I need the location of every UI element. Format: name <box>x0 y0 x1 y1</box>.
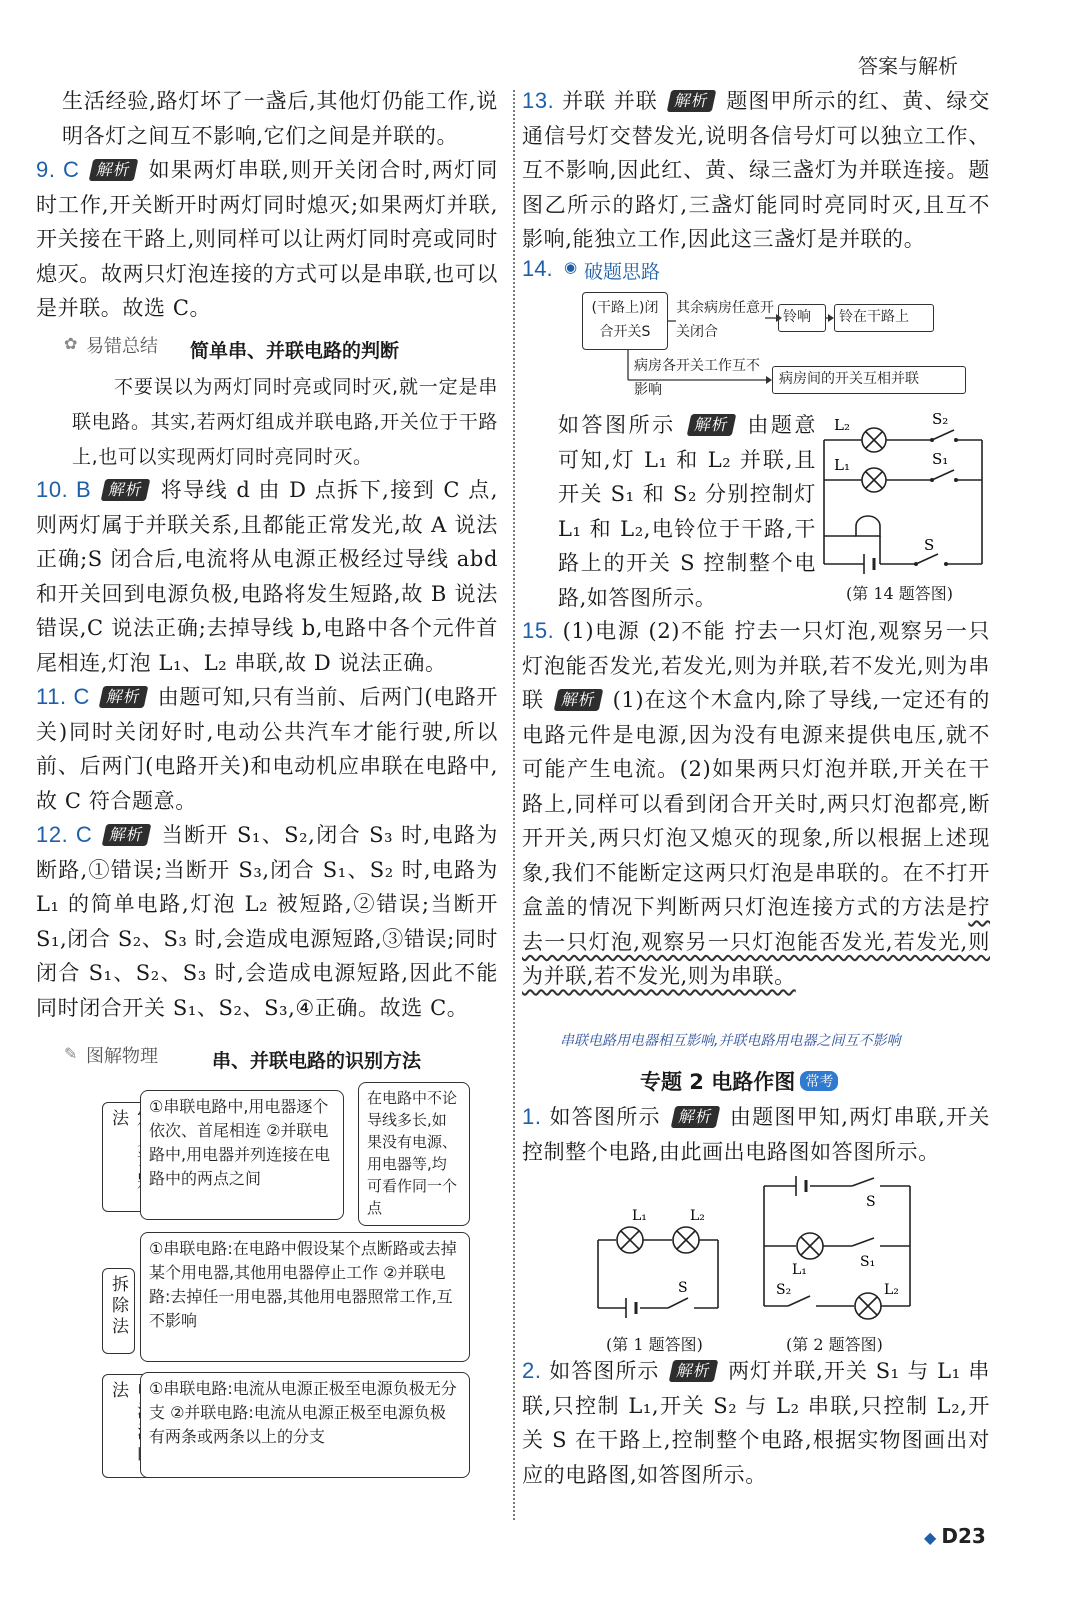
flow-a3: 铃在干路上 <box>834 304 934 332</box>
label-S: S <box>866 1194 876 1210</box>
circuit-t1 <box>590 1200 730 1326</box>
answer-text: 将导线 d 由 D 点拆下,接到 C 点,则两灯属于并联关系,且都能正常发光,故 A 说法正确;S 闭合后,电流将从电源正极经过导线 abd 和开关回到电源负极,电路将发生短路,故 B 说法错误,C 说法正确;去掉导线 b,电路中各个元件首尾相连,灯泡 L₁、L₂ 串联,故 D 说法正确。 <box>36 478 498 675</box>
label-L1: L₁ <box>792 1262 807 1278</box>
text-a: 如答图所示 <box>558 413 676 437</box>
definition-note-box: 在电路中不论导线多长,如果没有电源、用电器等,均可看作同一个点 <box>358 1082 470 1226</box>
answer-text: 题图甲所示的红、黄、绿交通信号灯交替发光,说明各信号灯可以独立工作、互不影响,因此红、黄、绿三盏灯为并联连接。题图乙所示的路灯,三盏灯能同时亮同时灭,且互不影响,能独立工作,因此这三盏灯是并联的。 <box>522 89 990 251</box>
flowchart-arrows <box>560 286 980 406</box>
lightbulb-icon: ◉ <box>564 258 578 276</box>
label-S: S <box>678 1280 688 1296</box>
flow-a2: 铃响 <box>778 304 826 332</box>
circuit-t2 <box>758 1176 918 1326</box>
removal-method-box: ①串联电路:在电路中假设某个点断路或去掉某个用电器,其他用电器停止工作 ②并联电路:去掉任一用电器,其他用电器照常工作,互不影响 <box>140 1232 470 1362</box>
question-10 <box>36 473 498 680</box>
text-a: 如答图所示 <box>549 1105 661 1129</box>
mistake-text: 不要误以为两灯同时亮或同时灭,就一定是串联电路。其实,若两灯组成并联电路,开关位于干路上,也可以实现两灯同时亮同时灭。 <box>72 376 498 468</box>
label-L2: L₂ <box>834 416 850 434</box>
question-number: 10. B <box>36 477 92 502</box>
current-method-label: 法 <box>102 1374 160 1478</box>
topic-header <box>640 1066 940 1100</box>
mistake-title: 简单串、并联电路的判断 <box>190 340 400 362</box>
text-c: 拧去一只灯泡,观察另一只灯泡能否发光,若发光,则为并联,若不发光,则为串联。 <box>522 895 990 988</box>
topic-question-2 <box>522 1354 990 1492</box>
question-14-text <box>558 408 816 615</box>
text-b: 两灯并联,开关 S₁ 与 L₁ 串联,只控制 L₁,开关 S₂ 与 L₂ 串联,只控制 L₂,开关 S 在干路上,控制整个电路,根据实物图画出对应的电路图,如答图所示。 <box>522 1359 991 1487</box>
caption-14: (第 14 题答图) <box>846 584 954 603</box>
question-12 <box>36 818 498 1025</box>
flow-a1: 其余病房任意开关闭合 <box>676 300 774 340</box>
question-number: 9. C <box>36 157 80 182</box>
question-number: 1. <box>522 1104 542 1129</box>
question-number: 13. <box>522 88 555 113</box>
question-11 <box>36 680 498 818</box>
question-15 <box>522 614 990 994</box>
question-number: 15. <box>522 618 555 643</box>
label-L1: L₁ <box>834 456 850 474</box>
diagram-header <box>64 1042 504 1072</box>
page-number-text: D23 <box>941 1524 986 1548</box>
label-L2: L₂ <box>690 1208 705 1224</box>
analysis-tag: 解析 <box>667 90 717 112</box>
sparkle-icon: ✿ <box>64 334 78 353</box>
diagram-title: 串、并联电路的识别方法 <box>212 1050 422 1072</box>
current-method-box: ①串联电路:电流从电源正极至电源负极无分支 ②并联电路:电流从电源正极至电源负极有两条或两条以上的分支 <box>140 1372 470 1478</box>
flow-start: (干路上)闭合开关S <box>582 292 668 350</box>
analysis-tag: 解析 <box>99 686 149 708</box>
answer-text: 当断开 S₁、S₂,闭合 S₃ 时,电路为断路,①错误;当断开 S₃,闭合 S₁、S₂ 时,电路为 L₁ 的简单电路,灯泡 L₂ 被短路,②错误;当断开 S₁,闭合 S₂、S₃ 时,会造成电源短路,③错误;同时闭合 S₁、S₂、S₃ 时,会造成电源短路,因此不能同时闭合开关 S₁、S₂、S₃,④正确。故选 C。 <box>36 823 498 1020</box>
page-number <box>924 1524 986 1548</box>
definition-method-label: 法 <box>102 1102 160 1212</box>
removal-method-label: 拆除法 <box>102 1268 135 1354</box>
caption-t1: (第 1 题答图) <box>606 1335 703 1354</box>
question-9 <box>36 153 498 326</box>
page-marker-icon: ◆ <box>924 1528 937 1547</box>
analysis-tag: 解析 <box>669 1360 719 1382</box>
frequent-badge: 常考 <box>800 1071 838 1091</box>
analysis-tag: 解析 <box>102 824 152 846</box>
question-number: 14. <box>522 256 553 281</box>
label-S2: S₂ <box>776 1282 792 1298</box>
question-number: 12. C <box>36 822 93 847</box>
flow-b2: 病房间的开关互相并联 <box>772 366 966 394</box>
question-number: 2. <box>522 1358 542 1383</box>
topic-question-1 <box>522 1100 990 1169</box>
text-b: (1)在这个木盒内,除了导线,一定还有的电路元件是电源,因为没有电源来提供电压,就不可能产生电流。(2)如果两只灯泡并联,开关在干路上,同样可以看到闭合开关时,两只灯泡都亮,断开开关,两只灯泡又熄灭的现象,所以根据上述现象,我们不能断定这两只灯泡是串联的。在不打开盒盖的情况下判断两只灯泡连接方式的方法是 <box>522 688 990 919</box>
label-S: S <box>924 536 935 554</box>
handwritten-note: 串联电路用电器相互影响,并联电路用电器之间互不影响 <box>560 1033 901 1049</box>
header-title: 答案与解析 <box>858 54 958 78</box>
hint-label: 破题思路 <box>584 261 661 283</box>
analysis-tag: 解析 <box>687 414 737 436</box>
intro-text: 生活经验,路灯坏了一盏后,其他灯仍能工作,说明各灯之间互不影响,它们之间是并联的。 <box>62 89 498 148</box>
diagram-label: 图解物理 <box>86 1046 158 1067</box>
text-b: 由题意可知,灯 L₁ 和 L₂ 并联,且开关 S₁ 和 S₂ 分别控制灯 L₁ 和 L₂,电铃位于干路,干路上的开关 S 控制整个电路,如答图所示。 <box>558 413 816 610</box>
analysis-tag: 解析 <box>101 479 151 501</box>
question-number: 11. C <box>36 684 90 709</box>
text-b: 由题图甲知,两灯串联,开关控制整个电路,由此画出电路图如答图所示。 <box>522 1105 990 1164</box>
analysis-tag: 解析 <box>89 159 139 181</box>
mistake-label: 易错总结 <box>86 336 158 357</box>
question-14-header <box>522 256 822 286</box>
column-divider <box>513 90 515 1520</box>
answer-text: 由题可知,只有当前、后两门(电路开关)同时关闭好时,电动公共汽车才能行驶,所以前、后两门(电路开关)和电动机应串联在电路中,故 C 符合题意。 <box>36 685 499 813</box>
label-L2: L₂ <box>884 1282 899 1298</box>
analysis-tag: 解析 <box>670 1106 720 1128</box>
mistake-summary-header <box>64 330 504 360</box>
text-a: 如答图所示 <box>549 1359 660 1383</box>
caption-t2: (第 2 题答图) <box>786 1335 883 1354</box>
question-13 <box>522 84 990 257</box>
pen-icon: ✎ <box>64 1044 78 1063</box>
label-L1: L₁ <box>632 1208 647 1224</box>
text-a: (1)电源 (2)不能 拧去一只灯泡,观察另一只灯泡能否发光,若发光,则为并联,若不发光,则为串联 <box>522 619 990 712</box>
definition-method-box: ①串联电路中,用电器逐个依次、首尾相连 ②并联电路中,用电器并列连接在电路中的两点之间 <box>140 1090 344 1220</box>
answer-text: 如果两灯串联,则开关闭合时,两灯同时工作,开关断开时两灯同时熄灭;如果两灯并联,开关接在干路上,则同样可以让两灯同时亮或同时熄灭。故两只灯泡连接的方式可以是串联,也可以是并联。故选 C。 <box>36 158 499 320</box>
label-S1: S₁ <box>860 1254 876 1270</box>
label-S1: S₁ <box>932 450 949 468</box>
topic-title: 专题 2 电路作图 <box>640 1070 796 1094</box>
circuit-14 <box>820 404 1000 580</box>
flow-b1: 病房各开关工作互不影响 <box>634 358 760 398</box>
analysis-tag: 解析 <box>553 689 603 711</box>
answer: 并联 并联 <box>562 89 658 113</box>
label-S2: S₂ <box>932 410 949 428</box>
